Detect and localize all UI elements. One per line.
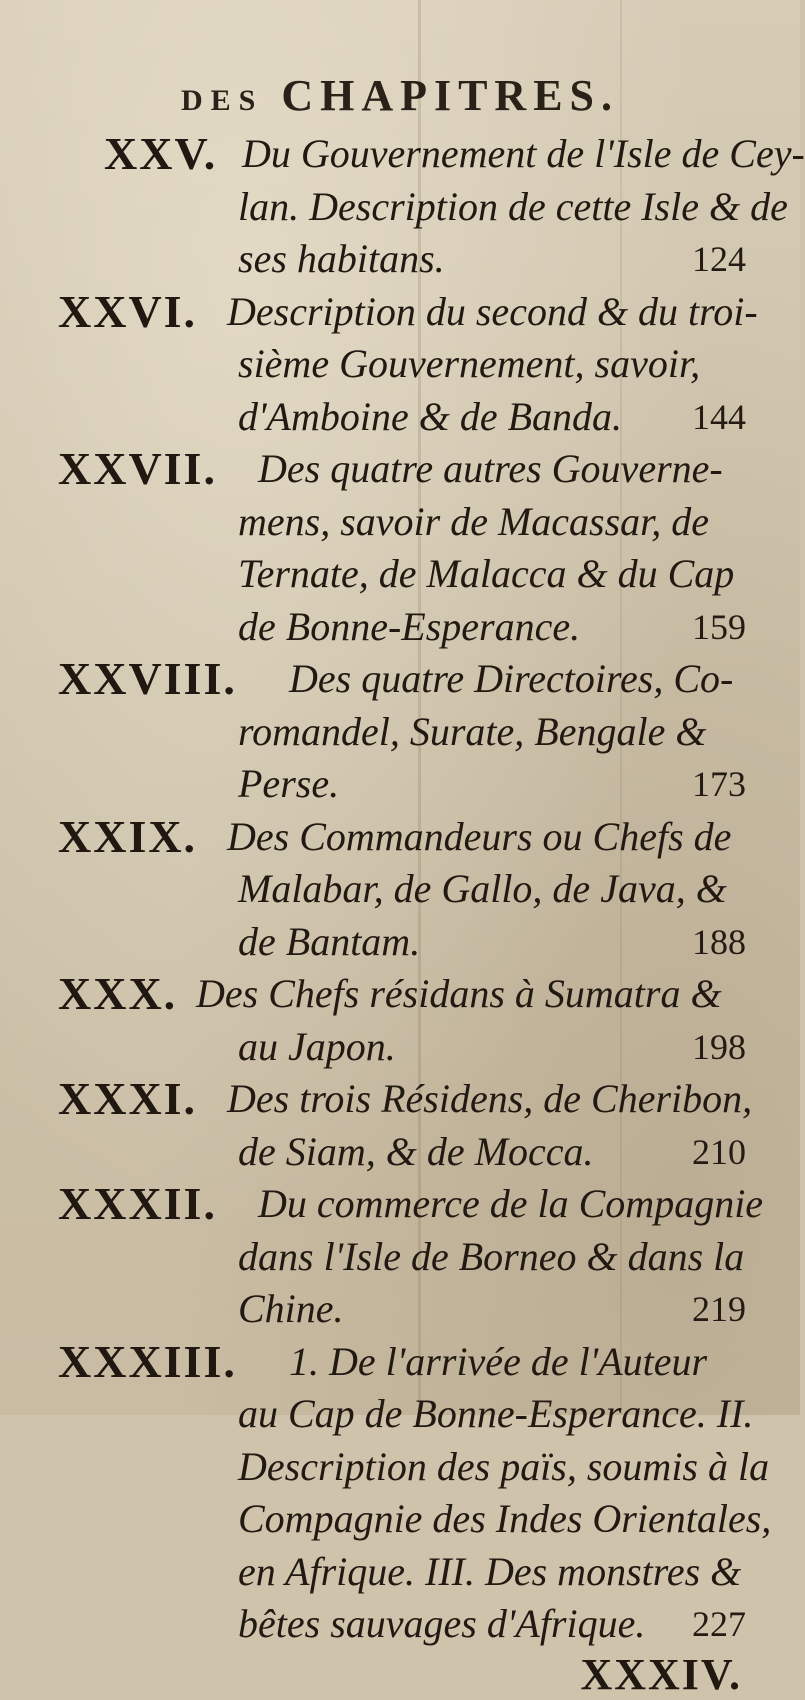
chapter-title-line: d'Amboine & de Banda. [238,393,623,439]
chapter-number: XXVIII. [58,653,237,704]
chapter-title-line: Du commerce de la Compagnie [258,1181,764,1226]
page-number: 144 [692,396,746,437]
catchword: XXXIV. [580,1649,742,1699]
chapter-title-line: de Bonne-Esperance. [238,603,581,649]
chapter-title-line: Chine. [238,1286,344,1331]
page-number: 198 [692,1026,746,1067]
page-number: 227 [692,1604,746,1644]
page-number: 210 [692,1131,746,1172]
chapter-number: XXXI. [58,1073,198,1124]
chapter-title-line: de Bantam. [238,918,421,964]
chapter-number: XXVI. [58,285,198,337]
chapter-title-line: Des Commandeurs ou Chefs de [227,813,732,859]
chapter-title-line: dans l'Isle de Borneo & dans la [238,1233,745,1279]
chapter-title-line: mens, savoir de Macassar, de [238,498,710,544]
chapter-number: XXV. [104,128,218,179]
chapter-title-line: Des trois Résidens, de Cheribon, [227,1076,753,1121]
chapter-title-line: Des quatre Directoires, Co- [289,656,734,701]
chapter-title-line: Ternate, de Malacca & du Cap [238,551,735,596]
chapter-number: XXXIII. [58,1335,237,1387]
running-head-title: CHAPITRES. [281,71,620,120]
chapter-title-line: Description des païs, soumis à la [238,1443,770,1489]
chapter-number: XXIX. [58,810,198,862]
page-number: 173 [692,764,746,804]
chapter-title-line: bêtes sauvages d'Afrique. [238,1601,646,1646]
page-number: 159 [692,606,746,647]
chapter-title-line: 1. De l'arrivée de l'Auteur [289,1338,708,1384]
chapter-title-line: romandel, Surate, Bengale & [238,708,707,754]
page-number: 219 [692,1289,746,1329]
chapter-title-line: ses habitans. [238,236,445,281]
chapter-title-line: lan. Description de cette Isle & de [238,183,788,229]
page-number: 124 [692,239,746,279]
chapter-title-line: Description du second & du troi- [227,288,758,334]
chapter-number: XXX. [58,968,178,1019]
chapter-title-line: sième Gouvernement, savoir, [238,341,701,386]
chapter-title-line: Du Gouvernement de l'Isle de Cey- [242,131,805,176]
running-head-prefix: DES [180,84,264,117]
chapter-title-line: de Siam, & de Mocca. [238,1128,594,1174]
chapter-title-line: Compagnie des Indes Orientales, [238,1496,772,1541]
running-head [0,70,800,121]
chapter-title-line: Des quatre autres Gouverne- [258,446,723,491]
chapter-title-line: Perse. [238,761,340,806]
chapter-title-line: Malabar, de Gallo, de Java, & [238,866,727,911]
chapter-title-line: au Japon. [238,1023,396,1069]
chapter-title-line: au Cap de Bonne-Esperance. II. [238,1391,754,1436]
chapter-number: XXXII. [58,1178,217,1229]
chapter-title-line: Des Chefs résidans à Sumatra & [196,971,722,1016]
page-number: 188 [692,921,746,962]
chapter-number: XXVII. [58,443,217,494]
chapter-title-line: en Afrique. III. Des monstres & [238,1548,742,1594]
